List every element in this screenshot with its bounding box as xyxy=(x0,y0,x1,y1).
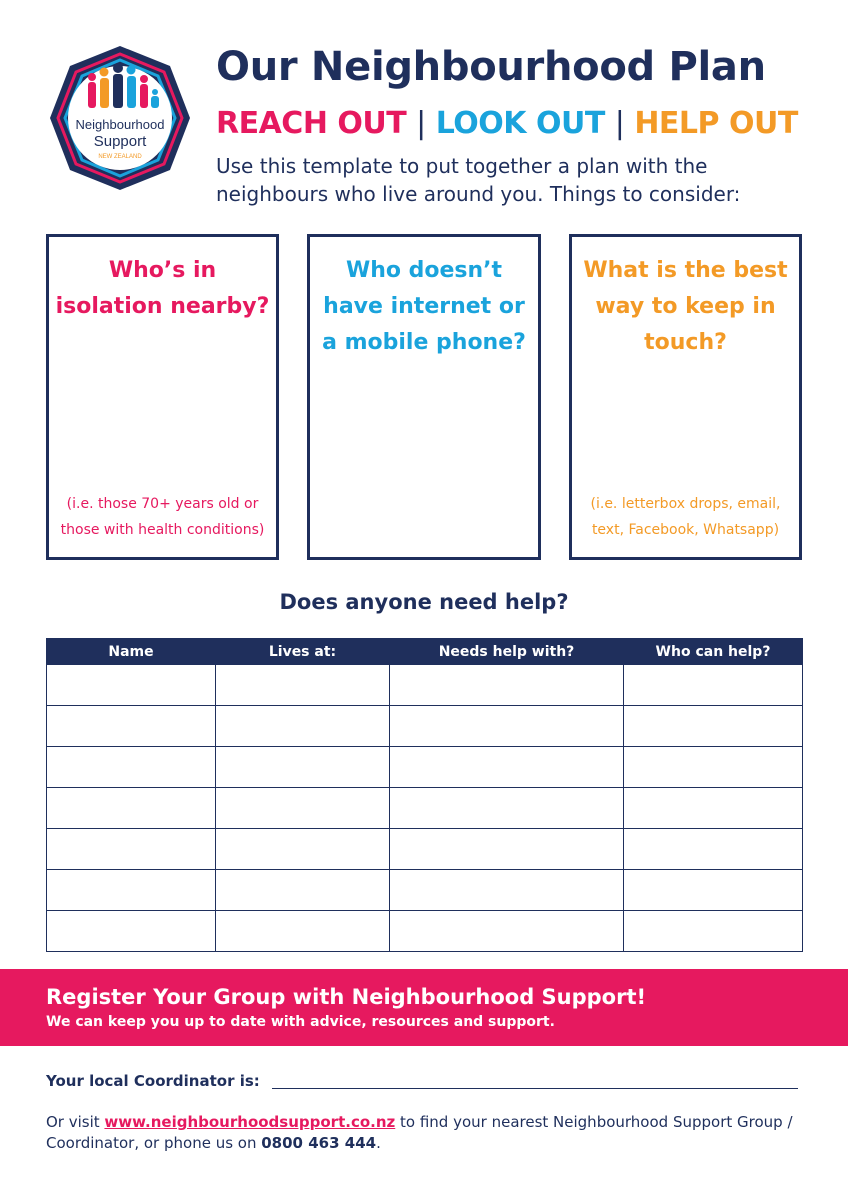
table-cell[interactable] xyxy=(624,706,803,747)
isolation-box[interactable] xyxy=(46,234,279,560)
table-cell[interactable] xyxy=(624,788,803,829)
column-header-name: Name xyxy=(47,639,216,665)
website-link[interactable]: www.neighbourhoodsupport.co.nz xyxy=(104,1113,396,1131)
coordinator-label: Your local Coordinator is: xyxy=(46,1072,260,1090)
banner-heading: Register Your Group with Neighbourhood Support! xyxy=(46,985,647,1009)
table-cell[interactable] xyxy=(624,911,803,952)
column-header-needs-help: Needs help with? xyxy=(390,639,624,665)
table-cell[interactable] xyxy=(47,788,216,829)
no-internet-question: Who doesn’t have internet or a mobile phone? xyxy=(322,258,526,355)
register-banner xyxy=(0,969,848,1046)
intro-text: Use this template to put together a plan with the neighbours who live around you. Things to consider: xyxy=(216,154,741,206)
column-header-lives-at: Lives at: xyxy=(216,639,390,665)
isolation-question: Who’s in isolation nearby? xyxy=(55,258,270,319)
table-cell[interactable] xyxy=(390,870,624,911)
table-cell[interactable] xyxy=(624,829,803,870)
help-table xyxy=(46,638,803,952)
phone-number: 0800 463 444 xyxy=(261,1134,377,1152)
coordinator-field[interactable] xyxy=(272,1088,798,1089)
page-title: Our Neighbourhood Plan xyxy=(216,44,766,90)
table-cell[interactable] xyxy=(216,706,390,747)
logo-emblem-icon xyxy=(48,44,192,192)
visit-suffix: . xyxy=(376,1134,381,1152)
table-cell[interactable] xyxy=(390,665,624,706)
table-row xyxy=(47,747,803,788)
slogan-help-out: HELP OUT xyxy=(634,106,798,141)
table-cell[interactable] xyxy=(47,829,216,870)
table-cell[interactable] xyxy=(216,870,390,911)
table-cell[interactable] xyxy=(216,911,390,952)
table-cell[interactable] xyxy=(216,829,390,870)
table-cell[interactable] xyxy=(47,665,216,706)
keep-in-touch-box[interactable] xyxy=(569,234,802,560)
visit-middle: to find your nearest Neighbourhood Support Group / Coordinator, or phone us on xyxy=(46,1113,793,1152)
slogan-separator: | xyxy=(614,106,625,141)
slogan-separator: | xyxy=(416,106,426,141)
slogan-reach-out: REACH OUT xyxy=(216,106,407,141)
table-cell[interactable] xyxy=(216,665,390,706)
table-cell[interactable] xyxy=(624,870,803,911)
table-cell[interactable] xyxy=(216,747,390,788)
table-cell[interactable] xyxy=(47,870,216,911)
keep-in-touch-question: What is the best way to keep in touch? xyxy=(583,258,788,355)
table-cell[interactable] xyxy=(47,706,216,747)
help-table-title: Does anyone need help? xyxy=(279,590,569,614)
table-cell[interactable] xyxy=(47,747,216,788)
table-cell[interactable] xyxy=(390,829,624,870)
isolation-note: (i.e. those 70+ years old or those with health conditions) xyxy=(60,496,265,538)
svg-text:Support: Support xyxy=(93,133,147,150)
table-cell[interactable] xyxy=(390,747,624,788)
table-row xyxy=(47,706,803,747)
keep-in-touch-note: (i.e. letterbox drops, email, text, Facebook, Whatsapp) xyxy=(590,496,781,538)
table-row xyxy=(47,829,803,870)
table-row xyxy=(47,665,803,706)
svg-text:NEW ZEALAND: NEW ZEALAND xyxy=(98,154,142,160)
banner-subtext: We can keep you up to date with advice, resources and support. xyxy=(46,1014,555,1030)
table-cell[interactable] xyxy=(390,706,624,747)
column-header-who-can-help: Who can help? xyxy=(624,639,803,665)
table-cell[interactable] xyxy=(624,665,803,706)
no-internet-box[interactable] xyxy=(307,234,541,560)
visit-prefix: Or visit xyxy=(46,1113,105,1131)
visit-text xyxy=(46,1112,806,1154)
table-row xyxy=(47,911,803,952)
slogan-look-out: LOOK OUT xyxy=(435,106,605,141)
table-cell[interactable] xyxy=(624,747,803,788)
table-cell[interactable] xyxy=(390,911,624,952)
table-cell[interactable] xyxy=(390,788,624,829)
table-cell[interactable] xyxy=(216,788,390,829)
table-row xyxy=(47,870,803,911)
svg-text:Neighbourhood: Neighbourhood xyxy=(75,117,165,132)
table-cell[interactable] xyxy=(47,911,216,952)
neighbourhood-support-logo xyxy=(48,44,192,192)
slogan xyxy=(216,106,798,141)
table-header-row xyxy=(47,639,803,665)
table-row xyxy=(47,788,803,829)
